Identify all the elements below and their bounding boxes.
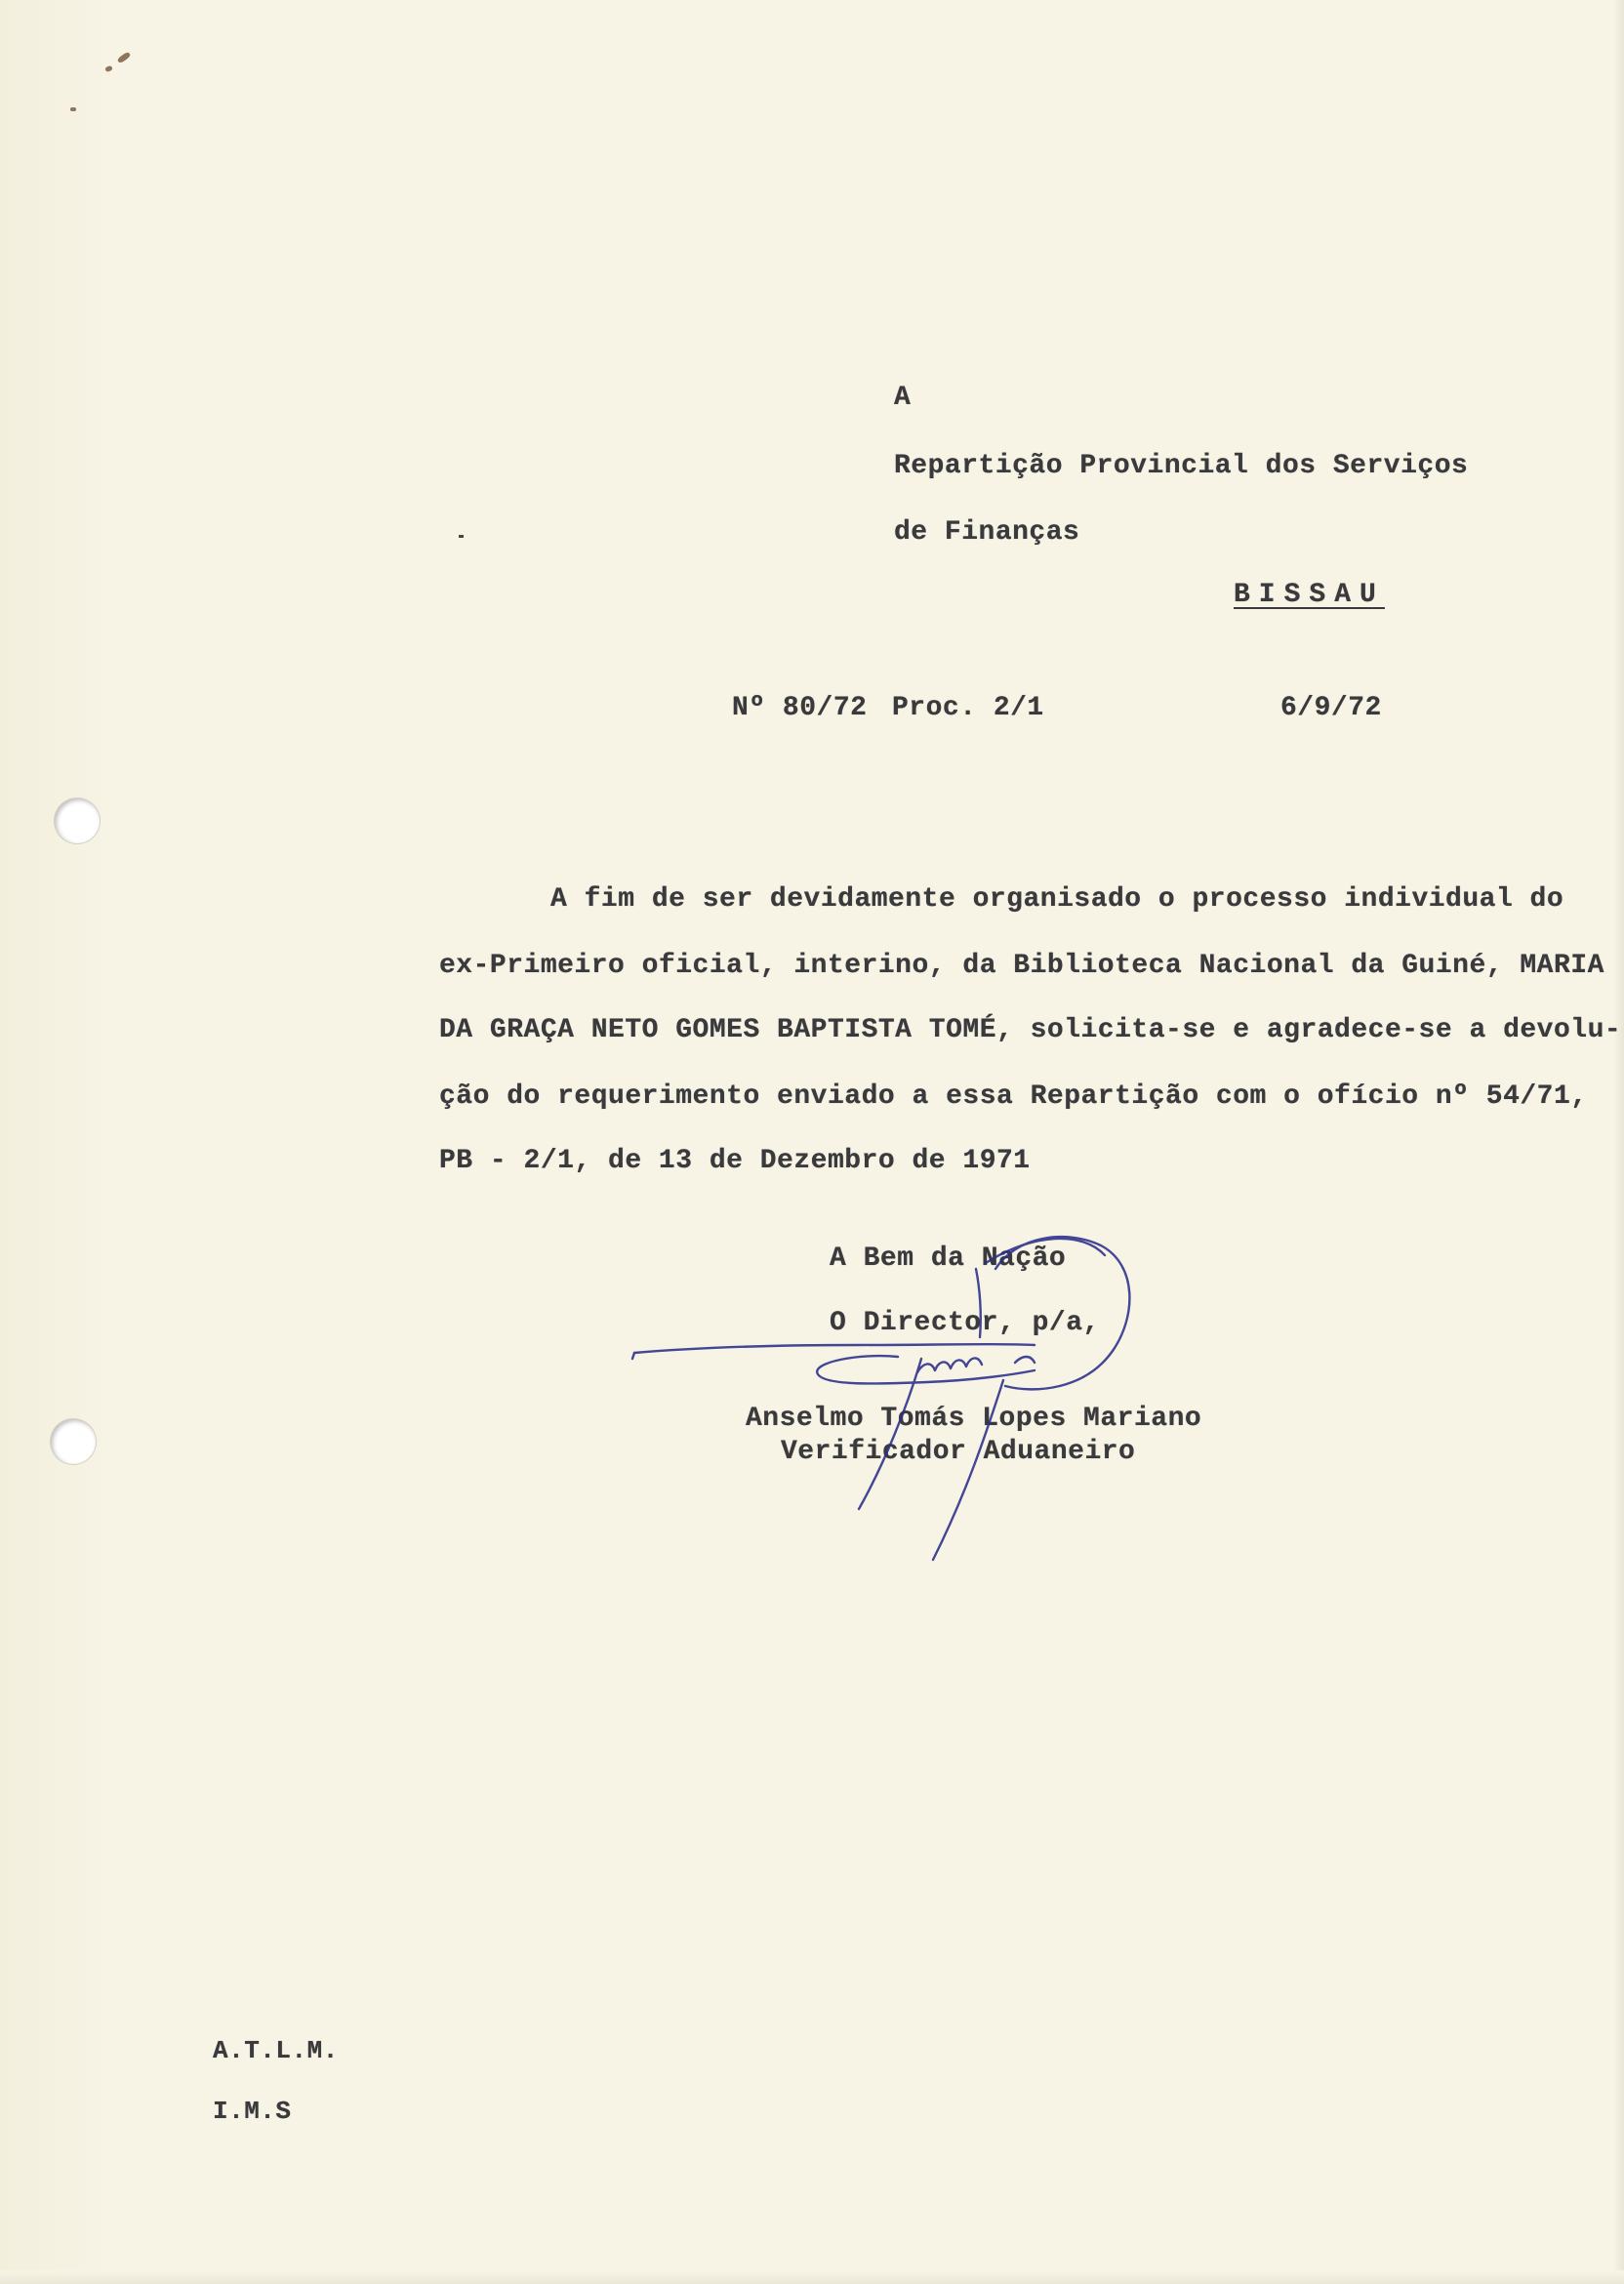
typist-initials-1: A.T.L.M. xyxy=(213,2036,339,2065)
punch-hole-top xyxy=(55,798,100,843)
page-edge-bottom xyxy=(0,2270,1624,2284)
closing-role: O Director, p/a, xyxy=(830,1308,1100,1338)
rust-stain xyxy=(117,52,132,64)
addressee-prefix: A xyxy=(894,383,912,413)
page-edge-right xyxy=(1614,0,1624,2284)
closing-salutation: A Bem da Nação xyxy=(830,1244,1067,1274)
binding-strip xyxy=(0,0,115,2284)
body-text-line: A fim de ser devidamente organisado o processo individual do xyxy=(550,884,1564,915)
typist-initials-2: I.M.S xyxy=(213,2097,292,2126)
addressee-city: BISSAU xyxy=(1234,580,1385,610)
signer-name: Anselmo Tomás Lopes Mariano xyxy=(746,1404,1202,1434)
reference-date: 6/9/72 xyxy=(1280,693,1382,723)
body-text-line: ex-Primeiro oficial, interino, da Biblioteca Nacional da Guiné, MARIA xyxy=(439,951,1604,981)
addressee-line-1: Repartição Provincial dos Serviços xyxy=(894,451,1469,481)
ink-dot xyxy=(459,535,464,538)
rust-stain xyxy=(70,107,76,111)
punch-hole-bottom xyxy=(51,1419,96,1464)
reference-process: Proc. 2/1 xyxy=(892,693,1044,723)
body-text-line: ção do requerimento enviado a essa Repartição com o ofício nº 54/71, xyxy=(439,1081,1588,1112)
body-text-line: PB - 2/1, de 13 de Dezembro de 1971 xyxy=(439,1146,1031,1176)
body-text-line: DA GRAÇA NETO GOMES BAPTISTA TOMÉ, solicita-se e agradece-se a devolu- xyxy=(439,1015,1622,1045)
signer-title: Verificador Aduaneiro xyxy=(781,1437,1136,1467)
reference-number: Nº 80/72 xyxy=(732,693,868,723)
addressee-line-2: de Finanças xyxy=(894,517,1080,548)
